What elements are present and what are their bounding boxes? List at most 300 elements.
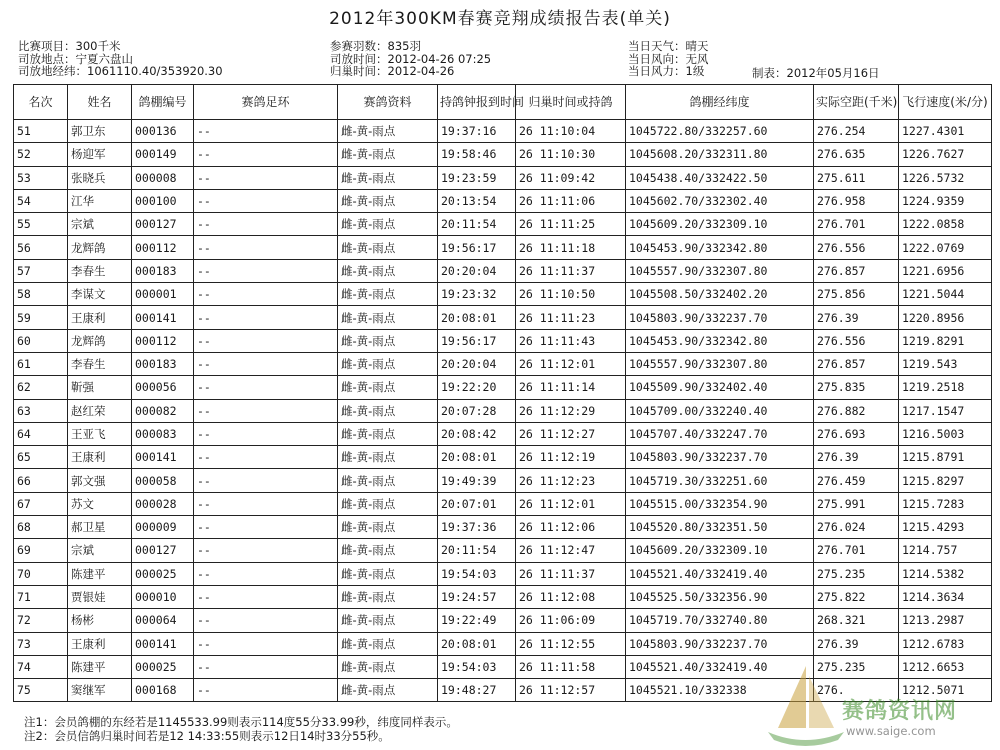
table-row <box>14 213 992 236</box>
cell-distance: 275.835 <box>814 376 899 399</box>
cell-distance: 276.958 <box>814 189 899 212</box>
watermark <box>760 662 990 750</box>
cell-loft-coordinates: 1045509.90/332402.40 <box>626 376 814 399</box>
col-speed: 飞行速度(米/分) <box>899 85 992 120</box>
cell-loft-coordinates: 1045521.10/332338 <box>626 679 814 702</box>
cell-ring: -- <box>194 236 338 259</box>
cell-loft-id: 000183 <box>132 259 194 282</box>
cell-distance: 276.701 <box>814 539 899 562</box>
cell-speed: 1212.6653 <box>899 655 992 678</box>
cell-pigeon-info: 雌-黄-雨点 <box>338 609 438 632</box>
cell-name: 龙辉鸽 <box>68 236 132 259</box>
col-return-time: 归巢时间或持鸽 <box>516 85 626 120</box>
cell-return-time: 26 11:11:23 <box>516 306 626 329</box>
col-loft-coordinates: 鸽棚经纬度 <box>626 85 814 120</box>
cell-ring: -- <box>194 399 338 422</box>
cell-ring: -- <box>194 352 338 375</box>
cell-name: 窦继军 <box>68 679 132 702</box>
cell-ring: -- <box>194 376 338 399</box>
cell-return-time: 26 11:11:43 <box>516 329 626 352</box>
cell-return-time: 26 11:10:30 <box>516 143 626 166</box>
table-row <box>14 516 992 539</box>
cell-speed: 1219.2518 <box>899 376 992 399</box>
cell-clock-time: 20:20:04 <box>438 352 516 375</box>
cell-speed: 1215.7283 <box>899 492 992 515</box>
cell-loft-id: 000058 <box>132 469 194 492</box>
cell-speed: 1214.757 <box>899 539 992 562</box>
table-header-row <box>14 85 992 120</box>
cell-ring: -- <box>194 539 338 562</box>
cell-clock-time: 19:56:17 <box>438 236 516 259</box>
meta-return-time: 归巢时间：2012-04-26 <box>330 64 455 78</box>
table-row <box>14 492 992 515</box>
cell-return-time: 26 11:06:09 <box>516 609 626 632</box>
cell-name: 宗斌 <box>68 539 132 562</box>
cell-clock-time: 19:37:36 <box>438 516 516 539</box>
cell-loft-id: 000136 <box>132 120 194 143</box>
cell-rank: 58 <box>14 283 68 306</box>
cell-return-time: 26 11:12:06 <box>516 516 626 539</box>
meta-left <box>18 40 223 78</box>
cell-clock-time: 20:11:54 <box>438 213 516 236</box>
meta-right <box>628 40 709 78</box>
cell-speed: 1212.5071 <box>899 679 992 702</box>
cell-loft-id: 000141 <box>132 632 194 655</box>
cell-loft-coordinates: 1045438.40/332422.50 <box>626 166 814 189</box>
cell-rank: 73 <box>14 632 68 655</box>
cell-loft-coordinates: 1045453.90/332342.80 <box>626 329 814 352</box>
cell-rank: 56 <box>14 236 68 259</box>
cell-distance: 275.611 <box>814 166 899 189</box>
cell-rank: 75 <box>14 679 68 702</box>
cell-return-time: 26 11:11:06 <box>516 189 626 212</box>
cell-clock-time: 20:08:01 <box>438 446 516 469</box>
cell-distance: 275.235 <box>814 655 899 678</box>
cell-distance: 276.857 <box>814 352 899 375</box>
cell-ring: -- <box>194 166 338 189</box>
cell-loft-id: 000149 <box>132 143 194 166</box>
cell-ring: -- <box>194 492 338 515</box>
cell-rank: 60 <box>14 329 68 352</box>
cell-loft-id: 000112 <box>132 236 194 259</box>
report-date: 制表：2012年05月16日 <box>752 66 880 80</box>
cell-loft-id: 000056 <box>132 376 194 399</box>
cell-distance: 276.693 <box>814 422 899 445</box>
cell-loft-id: 000100 <box>132 189 194 212</box>
cell-speed: 1215.4293 <box>899 516 992 539</box>
cell-loft-id: 000082 <box>132 399 194 422</box>
cell-distance: 276.254 <box>814 120 899 143</box>
cell-distance: 275.856 <box>814 283 899 306</box>
cell-return-time: 26 11:12:47 <box>516 539 626 562</box>
cell-name: 龙辉鸽 <box>68 329 132 352</box>
cell-ring: -- <box>194 446 338 469</box>
cell-return-time: 26 11:12:57 <box>516 679 626 702</box>
cell-return-time: 26 11:12:23 <box>516 469 626 492</box>
cell-name: 陈建平 <box>68 562 132 585</box>
cell-rank: 57 <box>14 259 68 282</box>
watermark-url[interactable]: www.saige.com <box>846 724 936 738</box>
cell-loft-coordinates: 1045520.80/332351.50 <box>626 516 814 539</box>
cell-distance: 276.857 <box>814 259 899 282</box>
cell-clock-time: 20:20:04 <box>438 259 516 282</box>
table-row <box>14 446 992 469</box>
results-body <box>14 120 992 702</box>
table-row <box>14 352 992 375</box>
cell-return-time: 26 11:11:37 <box>516 259 626 282</box>
table-row <box>14 283 992 306</box>
cell-rank: 59 <box>14 306 68 329</box>
cell-name: 郝卫星 <box>68 516 132 539</box>
cell-name: 李春生 <box>68 352 132 375</box>
cell-rank: 52 <box>14 143 68 166</box>
cell-clock-time: 19:22:20 <box>438 376 516 399</box>
cell-loft-coordinates: 1045803.90/332237.70 <box>626 306 814 329</box>
cell-loft-id: 000064 <box>132 609 194 632</box>
cell-pigeon-info: 雌-黄-雨点 <box>338 492 438 515</box>
col-loft-id: 鸽棚编号 <box>132 85 194 120</box>
cell-speed: 1213.2987 <box>899 609 992 632</box>
cell-clock-time: 20:07:01 <box>438 492 516 515</box>
cell-loft-id: 000025 <box>132 655 194 678</box>
note-1: 注1：会员鸽棚的东经若是1145533.99则表示114度55分33.99秒，纬度同样表示。 <box>24 715 458 729</box>
cell-loft-coordinates: 1045557.90/332307.80 <box>626 259 814 282</box>
cell-loft-id: 000112 <box>132 329 194 352</box>
cell-loft-coordinates: 1045803.90/332237.70 <box>626 632 814 655</box>
cell-loft-coordinates: 1045557.90/332307.80 <box>626 352 814 375</box>
cell-pigeon-info: 雌-黄-雨点 <box>338 679 438 702</box>
cell-speed: 1219.8291 <box>899 329 992 352</box>
cell-rank: 54 <box>14 189 68 212</box>
cell-pigeon-info: 雌-黄-雨点 <box>338 283 438 306</box>
cell-clock-time: 19:49:39 <box>438 469 516 492</box>
cell-clock-time: 19:37:16 <box>438 120 516 143</box>
col-ring: 赛鸽足环 <box>194 85 338 120</box>
results-table <box>13 84 992 702</box>
cell-name: 陈建平 <box>68 655 132 678</box>
cell-loft-id: 000141 <box>132 446 194 469</box>
cell-loft-id: 000025 <box>132 562 194 585</box>
notes <box>24 715 458 743</box>
cell-pigeon-info: 雌-黄-雨点 <box>338 352 438 375</box>
cell-clock-time: 19:22:49 <box>438 609 516 632</box>
cell-distance: 276.556 <box>814 236 899 259</box>
cell-loft-id: 000127 <box>132 213 194 236</box>
cell-loft-coordinates: 1045608.20/332311.80 <box>626 143 814 166</box>
cell-clock-time: 19:48:27 <box>438 679 516 702</box>
col-name: 姓名 <box>68 85 132 120</box>
cell-speed: 1226.7627 <box>899 143 992 166</box>
cell-loft-id: 000183 <box>132 352 194 375</box>
cell-return-time: 26 11:12:08 <box>516 585 626 608</box>
cell-distance: 276.39 <box>814 306 899 329</box>
cell-pigeon-info: 雌-黄-雨点 <box>338 516 438 539</box>
cell-speed: 1226.5732 <box>899 166 992 189</box>
cell-clock-time: 20:07:28 <box>438 399 516 422</box>
sailboat-logo-icon <box>760 662 850 750</box>
table-row <box>14 422 992 445</box>
cell-clock-time: 20:13:54 <box>438 189 516 212</box>
cell-pigeon-info: 雌-黄-雨点 <box>338 539 438 562</box>
meta-wind-direction: 当日风向：无风 <box>628 51 709 66</box>
cell-ring: -- <box>194 213 338 236</box>
cell-clock-time: 19:23:59 <box>438 166 516 189</box>
cell-pigeon-info: 雌-黄-雨点 <box>338 399 438 422</box>
watermark-site-name: 赛鸽资讯网 <box>842 699 958 724</box>
cell-pigeon-info: 雌-黄-雨点 <box>338 259 438 282</box>
cell-clock-time: 19:54:03 <box>438 562 516 585</box>
meta-weather: 当日天气：晴天 <box>628 39 709 53</box>
cell-speed: 1219.543 <box>899 352 992 375</box>
cell-rank: 65 <box>14 446 68 469</box>
table-row <box>14 609 992 632</box>
cell-return-time: 26 11:10:50 <box>516 283 626 306</box>
cell-name: 郭卫东 <box>68 120 132 143</box>
cell-distance: 276.39 <box>814 446 899 469</box>
cell-ring: -- <box>194 655 338 678</box>
meta-release-location: 司放地点：宁夏六盘山 <box>18 51 133 66</box>
table-row <box>14 632 992 655</box>
cell-ring: -- <box>194 422 338 445</box>
cell-return-time: 26 11:12:29 <box>516 399 626 422</box>
cell-return-time: 26 11:12:01 <box>516 352 626 375</box>
cell-clock-time: 20:08:01 <box>438 306 516 329</box>
cell-speed: 1215.8791 <box>899 446 992 469</box>
cell-name: 李谋文 <box>68 283 132 306</box>
table-row <box>14 143 992 166</box>
cell-name: 郭文强 <box>68 469 132 492</box>
cell-speed: 1216.5003 <box>899 422 992 445</box>
cell-speed: 1212.6783 <box>899 632 992 655</box>
cell-name: 苏文 <box>68 492 132 515</box>
cell-clock-time: 19:24:57 <box>438 585 516 608</box>
cell-ring: -- <box>194 562 338 585</box>
cell-pigeon-info: 雌-黄-雨点 <box>338 469 438 492</box>
cell-distance: 276.459 <box>814 469 899 492</box>
cell-return-time: 26 11:11:58 <box>516 655 626 678</box>
cell-clock-time: 19:54:03 <box>438 655 516 678</box>
table-row <box>14 562 992 585</box>
cell-loft-coordinates: 1045453.90/332342.80 <box>626 236 814 259</box>
report-title: 2012年300KM春赛竞翔成绩报告表(单关) <box>329 9 671 29</box>
cell-name: 宗斌 <box>68 213 132 236</box>
cell-pigeon-info: 雌-黄-雨点 <box>338 422 438 445</box>
cell-ring: -- <box>194 259 338 282</box>
meta-mid <box>330 40 491 78</box>
cell-pigeon-info: 雌-黄-雨点 <box>338 189 438 212</box>
cell-distance: 276.882 <box>814 399 899 422</box>
cell-speed: 1227.4301 <box>899 120 992 143</box>
cell-ring: -- <box>194 143 338 166</box>
cell-name: 杨彬 <box>68 609 132 632</box>
cell-return-time: 26 11:10:04 <box>516 120 626 143</box>
cell-rank: 55 <box>14 213 68 236</box>
cell-ring: -- <box>194 120 338 143</box>
cell-ring: -- <box>194 609 338 632</box>
cell-speed: 1222.0769 <box>899 236 992 259</box>
cell-pigeon-info: 雌-黄-雨点 <box>338 655 438 678</box>
cell-name: 王康利 <box>68 306 132 329</box>
table-row <box>14 120 992 143</box>
cell-clock-time: 20:08:42 <box>438 422 516 445</box>
cell-rank: 53 <box>14 166 68 189</box>
cell-loft-coordinates: 1045719.30/332251.60 <box>626 469 814 492</box>
cell-loft-id: 000028 <box>132 492 194 515</box>
cell-loft-coordinates: 1045602.70/332302.40 <box>626 189 814 212</box>
cell-ring: -- <box>194 516 338 539</box>
cell-name: 杨迎军 <box>68 143 132 166</box>
cell-ring: -- <box>194 329 338 352</box>
cell-clock-time: 19:23:32 <box>438 283 516 306</box>
cell-loft-id: 000009 <box>132 516 194 539</box>
col-distance: 实际空距(千米) <box>814 85 899 120</box>
cell-ring: -- <box>194 632 338 655</box>
cell-rank: 64 <box>14 422 68 445</box>
cell-speed: 1224.9359 <box>899 189 992 212</box>
meta-race-item: 比赛项目：300千米 <box>18 39 121 53</box>
note-2: 注2：会员信鸽归巢时间若是12 14:33:55则表示12日14时33分55秒。 <box>24 729 390 743</box>
cell-distance: 268.321 <box>814 609 899 632</box>
cell-return-time: 26 11:11:14 <box>516 376 626 399</box>
cell-loft-id: 000127 <box>132 539 194 562</box>
cell-clock-time: 20:08:01 <box>438 632 516 655</box>
cell-loft-coordinates: 1045508.50/332402.20 <box>626 283 814 306</box>
cell-return-time: 26 11:11:25 <box>516 213 626 236</box>
cell-loft-coordinates: 1045609.20/332309.10 <box>626 539 814 562</box>
cell-return-time: 26 11:09:42 <box>516 166 626 189</box>
meta-release-time: 司放时间：2012-04-26 07:25 <box>330 51 492 66</box>
meta-release-coordinates: 司放地经纬：1061110.40/353920.30 <box>18 64 223 78</box>
cell-return-time: 26 11:12:19 <box>516 446 626 469</box>
cell-pigeon-info: 雌-黄-雨点 <box>338 585 438 608</box>
cell-ring: -- <box>194 306 338 329</box>
cell-pigeon-info: 雌-黄-雨点 <box>338 329 438 352</box>
cell-return-time: 26 11:11:37 <box>516 562 626 585</box>
cell-loft-id: 000083 <box>132 422 194 445</box>
cell-return-time: 26 11:11:18 <box>516 236 626 259</box>
cell-distance: 275.235 <box>814 562 899 585</box>
cell-loft-coordinates: 1045719.70/332740.80 <box>626 609 814 632</box>
cell-clock-time: 19:58:46 <box>438 143 516 166</box>
cell-rank: 68 <box>14 516 68 539</box>
cell-distance: 276.701 <box>814 213 899 236</box>
cell-rank: 69 <box>14 539 68 562</box>
cell-name: 赵红荣 <box>68 399 132 422</box>
cell-distance: 276.556 <box>814 329 899 352</box>
table-row <box>14 166 992 189</box>
table-row <box>14 399 992 422</box>
cell-ring: -- <box>194 189 338 212</box>
cell-loft-id: 000008 <box>132 166 194 189</box>
col-clock-time: 持鸽钟报到时间 <box>438 85 516 120</box>
table-row <box>14 539 992 562</box>
table-row <box>14 585 992 608</box>
cell-rank: 63 <box>14 399 68 422</box>
cell-speed: 1217.1547 <box>899 399 992 422</box>
meta-wind-force: 当日风力：1级 <box>628 64 705 78</box>
cell-distance: 276.024 <box>814 516 899 539</box>
cell-distance: 276.39 <box>814 632 899 655</box>
cell-distance: 275.822 <box>814 585 899 608</box>
cell-name: 李春生 <box>68 259 132 282</box>
cell-return-time: 26 11:12:55 <box>516 632 626 655</box>
cell-speed: 1221.5044 <box>899 283 992 306</box>
cell-name: 靳强 <box>68 376 132 399</box>
cell-rank: 51 <box>14 120 68 143</box>
cell-loft-coordinates: 1045525.50/332356.90 <box>626 585 814 608</box>
cell-pigeon-info: 雌-黄-雨点 <box>338 306 438 329</box>
meta-entry-count: 参赛羽数：835羽 <box>330 39 421 53</box>
cell-distance: 276.635 <box>814 143 899 166</box>
cell-loft-id: 000168 <box>132 679 194 702</box>
cell-loft-id: 000010 <box>132 585 194 608</box>
cell-name: 王康利 <box>68 632 132 655</box>
col-rank: 名次 <box>14 85 68 120</box>
cell-ring: -- <box>194 585 338 608</box>
cell-pigeon-info: 雌-黄-雨点 <box>338 632 438 655</box>
cell-loft-coordinates: 1045609.20/332309.10 <box>626 213 814 236</box>
cell-speed: 1222.0858 <box>899 213 992 236</box>
cell-loft-coordinates: 1045521.40/332419.40 <box>626 562 814 585</box>
table-row <box>14 236 992 259</box>
cell-speed: 1220.8956 <box>899 306 992 329</box>
cell-loft-coordinates: 1045515.00/332354.90 <box>626 492 814 515</box>
cell-rank: 61 <box>14 352 68 375</box>
col-pigeon-info: 赛鸽资料 <box>338 85 438 120</box>
cell-pigeon-info: 雌-黄-雨点 <box>338 562 438 585</box>
cell-speed: 1214.3634 <box>899 585 992 608</box>
cell-loft-id: 000001 <box>132 283 194 306</box>
cell-clock-time: 19:56:17 <box>438 329 516 352</box>
cell-pigeon-info: 雌-黄-雨点 <box>338 143 438 166</box>
table-row <box>14 376 992 399</box>
cell-name: 王亚飞 <box>68 422 132 445</box>
cell-rank: 74 <box>14 655 68 678</box>
table-row <box>14 189 992 212</box>
cell-return-time: 26 11:12:01 <box>516 492 626 515</box>
cell-pigeon-info: 雌-黄-雨点 <box>338 213 438 236</box>
cell-rank: 67 <box>14 492 68 515</box>
cell-distance: 276. <box>814 679 899 702</box>
cell-rank: 62 <box>14 376 68 399</box>
cell-name: 王康利 <box>68 446 132 469</box>
cell-name: 张晓兵 <box>68 166 132 189</box>
table-row <box>14 329 992 352</box>
cell-rank: 66 <box>14 469 68 492</box>
cell-rank: 70 <box>14 562 68 585</box>
cell-ring: -- <box>194 469 338 492</box>
table-row <box>14 469 992 492</box>
table-row <box>14 306 992 329</box>
cell-clock-time: 20:11:54 <box>438 539 516 562</box>
cell-pigeon-info: 雌-黄-雨点 <box>338 166 438 189</box>
cell-return-time: 26 11:12:27 <box>516 422 626 445</box>
cell-pigeon-info: 雌-黄-雨点 <box>338 236 438 259</box>
cell-ring: -- <box>194 679 338 702</box>
cell-name: 贾银娃 <box>68 585 132 608</box>
cell-pigeon-info: 雌-黄-雨点 <box>338 446 438 469</box>
cell-loft-coordinates: 1045722.80/332257.60 <box>626 120 814 143</box>
cell-ring: -- <box>194 283 338 306</box>
cell-rank: 71 <box>14 585 68 608</box>
cell-pigeon-info: 雌-黄-雨点 <box>338 120 438 143</box>
cell-pigeon-info: 雌-黄-雨点 <box>338 376 438 399</box>
cell-loft-coordinates: 1045521.40/332419.40 <box>626 655 814 678</box>
cell-speed: 1214.5382 <box>899 562 992 585</box>
cell-speed: 1221.6956 <box>899 259 992 282</box>
cell-loft-id: 000141 <box>132 306 194 329</box>
cell-speed: 1215.8297 <box>899 469 992 492</box>
